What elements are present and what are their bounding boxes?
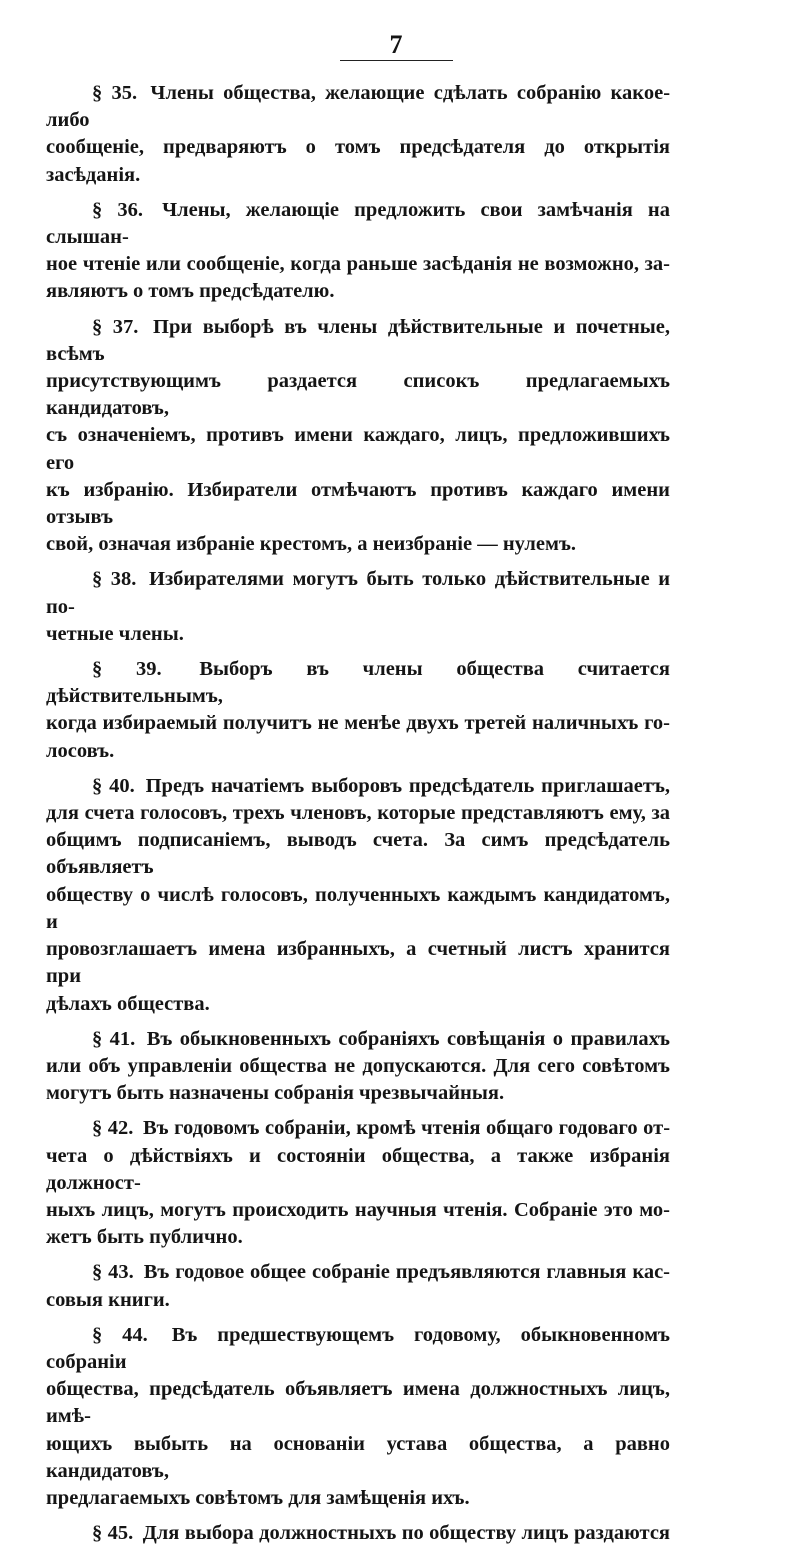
section-number: § 40. xyxy=(92,774,135,797)
section-paragraph xyxy=(46,1115,670,1251)
text-line xyxy=(46,314,670,368)
text-line xyxy=(46,800,670,827)
text-line xyxy=(46,251,670,278)
section-number: § 44. xyxy=(92,1323,148,1346)
line-text: Для выбора должностныхъ по обществу лицъ раздаются xyxy=(142,1522,671,1545)
text-line xyxy=(46,1053,670,1080)
section-paragraph xyxy=(46,1259,670,1313)
line-text: Въ предшествующемъ годовому, обыкновенномъ собраніи xyxy=(46,1323,671,1373)
text-line xyxy=(46,80,670,134)
text-line xyxy=(46,422,670,476)
text-line xyxy=(46,1115,670,1142)
line-text: провозглашаетъ имена избранныхъ, а счетный листъ хранится при xyxy=(46,938,670,988)
line-text: Въ годовое общее собраніе предъявляются главныя кас- xyxy=(143,1261,670,1284)
line-text: четные члены. xyxy=(46,622,184,645)
text-line xyxy=(46,368,670,422)
page-header xyxy=(0,30,792,61)
section-paragraph xyxy=(46,80,670,189)
text-line xyxy=(46,882,670,936)
line-text: предлагаемыхъ совѣтомъ для замѣщенія ихъ. xyxy=(46,1486,470,1509)
line-text: присутствующимъ раздается списокъ предлагаемыхъ кандидатовъ, xyxy=(46,370,670,420)
section-paragraph xyxy=(46,197,670,306)
text-line xyxy=(46,621,670,648)
line-text: ныхъ лицъ, могутъ происходить научныя чтенія. Собраніе это мо- xyxy=(46,1198,670,1221)
line-text: съ означеніемъ, противъ имени каждаго, лицъ, предложившихъ его xyxy=(46,424,670,474)
line-text: Въ годовомъ собраніи, кромѣ чтенія общаго годоваго от- xyxy=(143,1117,671,1140)
section-paragraph xyxy=(46,314,670,559)
line-text: ное чтеніе или сообщеніе, когда раньше засѣданія не возможно, за- xyxy=(46,253,670,276)
section-paragraph xyxy=(46,1322,670,1512)
line-text: Члены общества, желающие сдѣлать собранію какое-либо xyxy=(46,82,671,132)
line-text: жетъ быть публично. xyxy=(46,1226,243,1249)
text-line xyxy=(46,1520,670,1547)
line-text: могутъ быть назначены собранія чрезвычайныя. xyxy=(46,1082,505,1105)
section-paragraph xyxy=(46,773,670,1018)
text-line xyxy=(46,1431,670,1485)
section-number: § 35. xyxy=(92,82,138,104)
section-number: § 39. xyxy=(92,658,162,681)
text-line xyxy=(46,566,670,620)
text-line xyxy=(46,738,670,765)
document-body xyxy=(46,80,670,1555)
section-number: § 38. xyxy=(92,568,137,591)
line-text: когда избираемый получитъ не менѣе двухъ третей наличныхъ го- xyxy=(46,712,670,735)
section-paragraph xyxy=(46,656,670,765)
text-line xyxy=(46,278,670,305)
section-paragraph xyxy=(46,566,670,648)
section-number: § 36. xyxy=(92,198,143,221)
section-paragraph xyxy=(46,1026,670,1108)
page-number: 7 xyxy=(340,30,453,61)
text-line xyxy=(46,656,670,710)
text-line xyxy=(46,1224,670,1251)
section-paragraph xyxy=(46,1520,670,1547)
text-line xyxy=(46,710,670,737)
line-text: являютъ о томъ предсѣдателю. xyxy=(46,280,335,303)
text-line xyxy=(46,1376,670,1430)
section-number: § 43. xyxy=(92,1261,134,1284)
text-line xyxy=(46,1287,670,1314)
text-line xyxy=(46,1322,670,1376)
text-line xyxy=(46,134,670,188)
line-text: дѣлахъ общества. xyxy=(46,992,210,1015)
text-line xyxy=(46,936,670,990)
line-text: Члены, желающіе предложить свои замѣчанія на слышан- xyxy=(46,198,670,249)
text-line xyxy=(46,1485,670,1512)
line-text: Выборъ въ члены общества считается дѣйствительнымъ, xyxy=(46,658,671,708)
text-line xyxy=(46,1197,670,1224)
section-number: § 45. xyxy=(92,1522,134,1545)
text-line xyxy=(46,197,670,251)
text-line xyxy=(46,1026,670,1053)
line-text: обществу о числѣ голосовъ, полученныхъ каждымъ кандидатомъ, и xyxy=(46,883,670,933)
line-text: къ избранію. Избиратели отмѣчаютъ противъ каждаго имени отзывъ xyxy=(46,478,670,529)
section-number: § 41. xyxy=(92,1027,136,1050)
section-number: § 42. xyxy=(92,1117,134,1140)
line-text: Въ обыкновенныхъ собраніяхъ совѣщанія о правилахъ xyxy=(146,1027,671,1050)
text-line xyxy=(46,1080,670,1107)
text-line xyxy=(46,1143,670,1197)
line-text: совыя книги. xyxy=(46,1288,170,1311)
line-text: лосовъ. xyxy=(46,739,115,762)
line-text: общимъ подписаніемъ, выводъ счета. За симъ предсѣдатель объявляетъ xyxy=(46,829,670,879)
line-text: ющихъ выбыть на основаніи устава общества, а равно кандидатовъ, xyxy=(46,1432,670,1482)
text-line xyxy=(46,991,670,1018)
text-line xyxy=(46,827,670,881)
line-text: общества, предсѣдатель объявляетъ имена должностныхъ лицъ, имѣ- xyxy=(46,1378,670,1428)
line-text: При выборѣ въ члены дѣйствительные и почетные, всѣмъ xyxy=(46,315,671,365)
section-number: § 37. xyxy=(92,315,139,338)
line-text: Избирателями могутъ быть только дѣйствительные и по- xyxy=(46,568,671,618)
text-line xyxy=(46,531,670,558)
line-text: Предъ начатіемъ выборовъ предсѣдатель приглашаетъ, xyxy=(145,774,671,797)
line-text: свой, означая избраніе крестомъ, а неизбраніе — нулемъ. xyxy=(46,533,577,556)
text-line xyxy=(46,773,670,800)
text-line xyxy=(46,1259,670,1286)
line-text: для счета голосовъ, трехъ членовъ, которые представляютъ ему, за xyxy=(46,802,670,825)
text-line xyxy=(46,477,670,531)
line-text: чета о дѣйствіяхъ и состояніи общества, а также избранія должност- xyxy=(46,1144,670,1194)
line-text: сообщеніе, предваряютъ о томъ предсѣдателя до открытія засѣданія. xyxy=(46,136,670,186)
line-text: или объ управленіи общества не допускаются. Для сего совѣтомъ xyxy=(46,1054,670,1077)
